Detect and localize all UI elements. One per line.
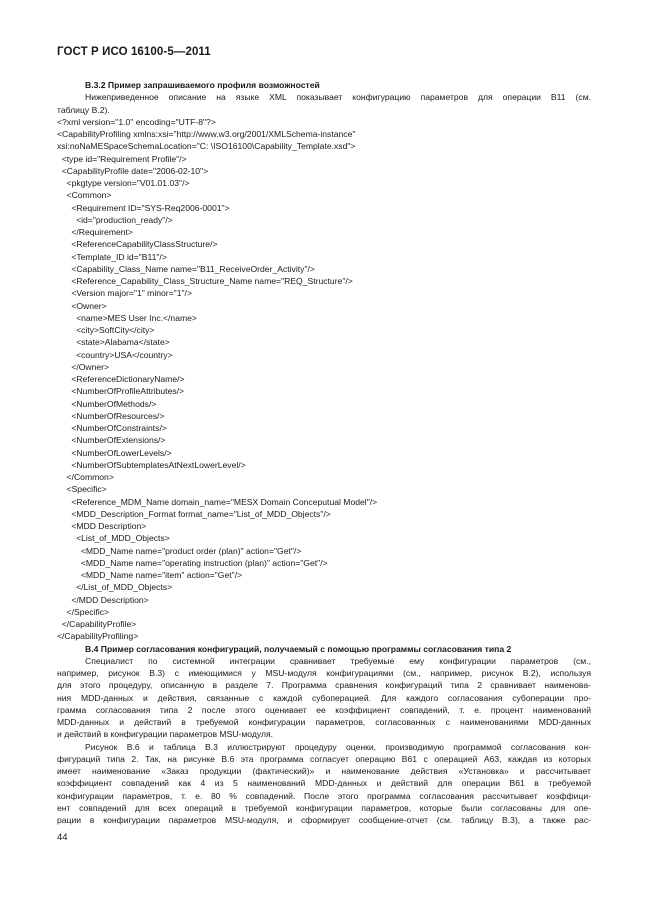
paragraph-line: имеет наименование «Заказ продукции (фактический)» и наименование действия «Установка» и рассчитывает xyxy=(57,766,591,776)
xml-line: <NumberOfMethods/> xyxy=(57,398,157,409)
section-b4-paragraph-2 xyxy=(57,741,591,827)
document-header: ГОСТ Р ИСО 16100-5—2011 xyxy=(57,46,211,58)
xml-line: <NumberOfResources/> xyxy=(57,410,165,421)
paragraph-line: Нижеприведенное описание на языке XML показывает конфигурацию параметров для операции B11 (см. xyxy=(85,92,591,103)
xml-line: <country>USA</country> xyxy=(57,349,173,360)
page-body xyxy=(57,79,591,826)
section-heading-b4: B.4 Пример согласования конфигураций, получаемый с помощью программы согласования типа 2 xyxy=(85,643,512,654)
xml-line: <CapabilityProfile date="2006-02-10"> xyxy=(57,165,209,176)
paragraph-line: ент совпадений для всех операций в требуемой конфигурации параметров, которые были согласованы для опе- xyxy=(57,802,591,813)
xml-line: </CapabilityProfiling> xyxy=(57,631,139,642)
xml-line: </MDD Description> xyxy=(57,594,149,605)
xml-line: xsi:noNaMESpaceSchemaLocation="C: \ISO16100\Capability_Template.xsd"> xyxy=(57,141,356,152)
paragraph-line: коэффициент совпадений как 4 из 5 наименований MDD-данных и действий для операции B61 в требуемой xyxy=(57,778,591,789)
xml-line: <Specific> xyxy=(57,484,107,495)
xml-line: </Common> xyxy=(57,472,114,482)
xml-line: </Owner> xyxy=(57,361,110,372)
xml-line: </Specific> xyxy=(57,606,110,617)
xml-line: <Reference_MDM_Name domain_name="MESX Domain Conceputual Model"/> xyxy=(57,496,378,507)
xml-line: <Capability_Class_Name name="B11_ReceiveOrder_Activity"/> xyxy=(57,263,315,274)
paragraph-line: MDD-данных и действий в требуемой конфигурации параметров, согласованных с наименованиями MDD-данных xyxy=(57,717,591,727)
xml-line: <List_of_MDD_Objects> xyxy=(57,533,170,544)
xml-line: </CapabilityProfile> xyxy=(57,619,137,629)
paragraph-line: Рисунок B.6 и таблица B.3 иллюстрируют процедуру оценки, производимую программой согласования кон- xyxy=(85,741,591,752)
xml-line: <ReferenceCapabilityClassStructure/> xyxy=(57,239,218,250)
paragraph-line: таблицу B.2). xyxy=(57,104,110,115)
xml-line: <id="production_ready"/> xyxy=(57,214,173,225)
paragraph-line: и действий в конфигурации параметров MSU-модуля. xyxy=(57,729,274,740)
xml-listing xyxy=(57,116,591,643)
xml-line: <name>MES User Inc.</name> xyxy=(57,312,197,323)
xml-line: <Version major="1" minor="1"/> xyxy=(57,288,192,299)
xml-line: <NumberOfConstraints/> xyxy=(57,423,167,433)
xml-line: <city>SoftCity</city> xyxy=(57,325,155,335)
xml-line: <NumberOfSubtemplatesAtNextLowerLevel/> xyxy=(57,459,246,470)
section-b32-intro xyxy=(57,91,591,116)
xml-line: <MDD_Name name="item" action="Get"/> xyxy=(57,570,243,580)
xml-line: <NumberOfProfileAttributes/> xyxy=(57,386,185,397)
xml-line: <MDD_Name name="product order (plan)" action="Get"/> xyxy=(57,545,302,556)
page-number: 44 xyxy=(57,832,68,843)
paragraph-line: конфигурации параметров, т. е. 80 % совпадений. После этого программа согласования рассчитывает коэффици- xyxy=(57,790,591,801)
xml-line: <type id="Requirement Profile"/> xyxy=(57,153,187,164)
xml-line: <MDD Description> xyxy=(57,521,147,531)
xml-line: <MDD_Name name="operating instruction (plan)" action="Get"/> xyxy=(57,557,328,568)
section-heading-b32: B.3.2 Пример запрашиваемого профиля возможностей xyxy=(85,80,320,90)
paragraph-line: Специалист по системной интеграции сравнивает требуемые ему конфигурации параметров (см., xyxy=(85,655,591,666)
xml-line: <NumberOfExtensions/> xyxy=(57,435,166,446)
xml-line: <?xml version="1.0" encoding="UTF-8"?> xyxy=(57,116,216,127)
xml-line: <Requirement ID="SYS-Req2006-0001"> xyxy=(57,202,230,213)
paragraph-line: фигураций типа 2. Так, на рисунке B.6 эта программа согласует операцию B61 с операцией A63, каждая из которых xyxy=(57,753,591,764)
xml-line: <Template_ID id="B11"/> xyxy=(57,251,167,262)
paragraph-line: рации в конфигурации параметров MSU-модуля, и сформирует сообщение-отчет (см. таблицу B.3), а также рас- xyxy=(57,815,591,825)
xml-line: <CapabilityProfiling xmlns:xsi="http://www.w3.org/2001/XMLSchema-instance" xyxy=(57,129,356,139)
paragraph-line: для этого процедуру, описанную в разделе 7. Программа сравнения конфигураций типа 2 сравнивает наименова- xyxy=(57,680,591,691)
xml-line: </List_of_MDD_Objects> xyxy=(57,582,173,593)
xml-line: <ReferenceDictionaryName/> xyxy=(57,374,185,384)
paragraph-line: ния MDD-данных и действия, связанные с каждой субоперацией. Для каждого согласования субоперации про- xyxy=(57,692,591,703)
paragraph-line: грамма согласования типа 2 после этого оценивает ее коэффициент совпадений, т. е. процент наименований xyxy=(57,704,591,715)
xml-line: <pkgtype version="V01.01.03"/> xyxy=(57,178,190,188)
paragraph-line: например, рисунок B.3) с имеющимися у MSU-модуля конфигурациями (см., например, рисунок B.2), используя xyxy=(57,668,591,678)
xml-line: <state>Alabama</state> xyxy=(57,337,170,348)
xml-line: <Reference_Capability_Class_Structure_Name name="REQ_Structure"/> xyxy=(57,276,353,286)
xml-line: <Common> xyxy=(57,190,112,201)
xml-line: <NumberOfLowerLevels/> xyxy=(57,447,172,458)
xml-line: </Requirement> xyxy=(57,227,133,237)
section-b4-paragraph-1 xyxy=(57,655,591,741)
xml-line: <MDD_Description_Format format_name="List_of_MDD_Objects"/> xyxy=(57,508,331,519)
xml-line: <Owner> xyxy=(57,300,107,311)
